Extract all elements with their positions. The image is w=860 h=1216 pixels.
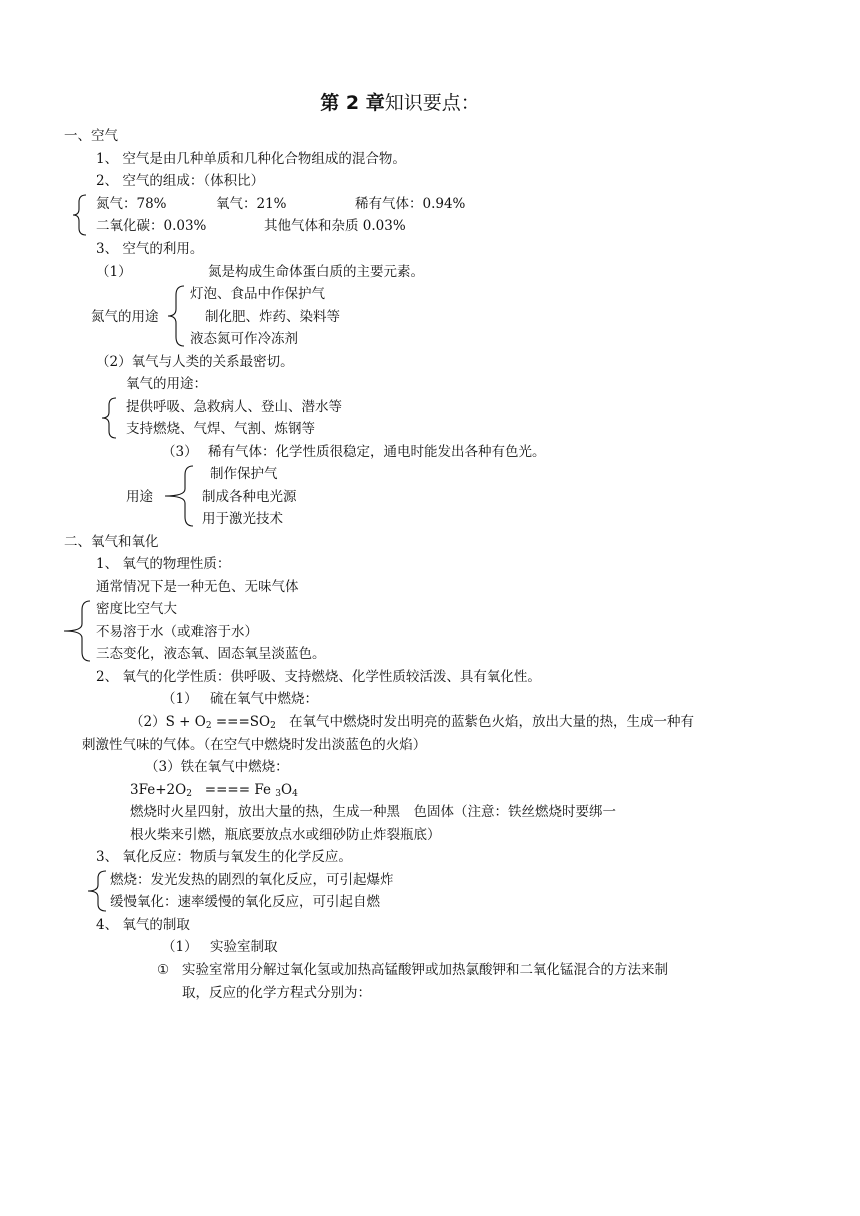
sulfur-equation: $(2)S + O_2 ===SO_2$ <box>130 714 276 731</box>
other-gas-percent: 其他气体和杂质 0.03% <box>264 218 406 234</box>
oxygen-usage-brace <box>100 397 118 439</box>
iron-observation: 燃烧时火星四射，放出大量的热，生成一种黑 色固体（注意：铁丝燃烧时要绑一 <box>130 804 616 820</box>
physical-property-item: 三态变化，液态氧、固态氧呈淡蓝色。 <box>96 646 326 662</box>
lab-prep-heading: 实验室制取 <box>210 939 278 955</box>
oxidation-heading: 3、 氧化反应：物质与氧发生的化学反应。 <box>96 849 352 865</box>
section-2-heading: 二、氧气和氧化 <box>64 534 159 550</box>
oxidation-item: 燃烧：发光发热的剧烈的氧化反应，可引起爆炸 <box>110 872 394 888</box>
nitrogen-percent: 氮气：78% <box>96 196 167 212</box>
reaction-1-number: （1） <box>162 691 198 707</box>
air-mixture-text: 1、 空气是由几种单质和几种化合物组成的混合物。 <box>96 151 406 167</box>
oxygen-usage-item: 支持燃烧、气焊、气割、炼钢等 <box>126 421 315 437</box>
nitrogen-usage-item: 液态氮可作冷冻剂 <box>190 331 298 347</box>
nitrogen-protein-text: 氮是构成生命体蛋白质的主要元素。 <box>208 264 424 280</box>
sulfur-observation-cont: 刺激性气味的气体。（在空气中燃烧时发出淡蓝色的火焰） <box>82 737 427 753</box>
nitrogen-usage-item: 制化肥、炸药、染料等 <box>205 309 340 325</box>
oxidation-item: 缓慢氧化：速率缓慢的氧化反应，可引起自燃 <box>110 894 380 910</box>
physical-property-item: 密度比空气大 <box>96 601 177 617</box>
sulfur-observation: 在氧气中燃烧时发出明亮的蓝紫色火焰，放出大量的热，生成一种有 <box>289 714 694 730</box>
oxygen-usage-item: 提供呼吸、急救病人、登山、潜水等 <box>126 399 342 415</box>
rare-gas-usage-item: 制成各种电光源 <box>202 489 297 505</box>
iron-burning-heading: （3）铁在氧气中燃烧： <box>145 759 289 775</box>
rare-gas-usage-item: 用于激光技术 <box>202 511 283 527</box>
item-1-number: （1） <box>96 264 132 280</box>
rare-gas-percent: 稀有气体：0.94% <box>355 196 466 212</box>
physical-property-heading: 1、 氧气的物理性质： <box>96 556 231 572</box>
oxygen-preparation-heading: 4、 氧气的制取 <box>96 917 190 933</box>
lab-prep-text-cont: 取，反应的化学方程式分别为： <box>182 985 371 1001</box>
iron-equation: $3Fe+2O_2$ ==== Fe $_3O_4$ <box>130 782 298 799</box>
title-text: 知识要点： <box>384 92 480 114</box>
oxygen-percent: 氧气：21% <box>216 196 287 212</box>
rare-gas-usage-brace <box>163 465 195 527</box>
composition-brace <box>72 194 88 236</box>
circled-number-1: ① <box>157 962 170 978</box>
page-title <box>0 92 800 114</box>
physical-property-item: 不易溶于水（或难溶于水） <box>96 624 258 640</box>
oxygen-usage-label: 氧气的用途： <box>126 376 207 392</box>
co2-percent: 二氧化碳：0.03% <box>96 218 207 234</box>
physical-property-item: 通常情况下是一种无色、无味气体 <box>96 579 299 595</box>
item-3-number: （3） <box>162 444 198 460</box>
chemical-property-heading: 2、 氧气的化学性质：供呼吸、支持燃烧、化学性质较活泼、具有氧化性。 <box>96 669 541 685</box>
sulfur-burning-text: 硫在氧气中燃烧： <box>210 691 318 707</box>
rare-gas-usage-label: 用途 <box>126 489 153 505</box>
oxygen-relation-text: （2）氧气与人类的关系最密切。 <box>96 354 294 370</box>
air-composition-heading: 2、 空气的组成：（体积比） <box>96 173 265 189</box>
rare-gas-text: 稀有气体：化学性质很稳定，通电时能发出各种有色光。 <box>208 444 546 460</box>
chapter-number: 第 2 章 <box>320 92 385 114</box>
nitrogen-usage-label: 氮气的用途 <box>91 309 159 325</box>
lab-prep-text: 实验室常用分解过氧化氢或加热高锰酸钾或加热氯酸钾和二氧化锰混合的方法来制 <box>182 962 668 978</box>
rare-gas-usage-item: 制作保护气 <box>210 466 278 482</box>
iron-observation-cont: 根火柴来引燃，瓶底要放点水或细砂防止炸裂瓶底） <box>130 827 441 843</box>
physical-property-brace <box>62 600 92 662</box>
oxidation-brace <box>86 870 108 912</box>
nitrogen-usage-item: 灯泡、食品中作保护气 <box>190 286 325 302</box>
lab-prep-number: （1） <box>162 939 198 955</box>
section-1-heading: 一、空气 <box>64 128 118 144</box>
nitrogen-usage-brace <box>166 285 186 347</box>
air-usage-heading: 3、 空气的利用。 <box>96 241 204 257</box>
